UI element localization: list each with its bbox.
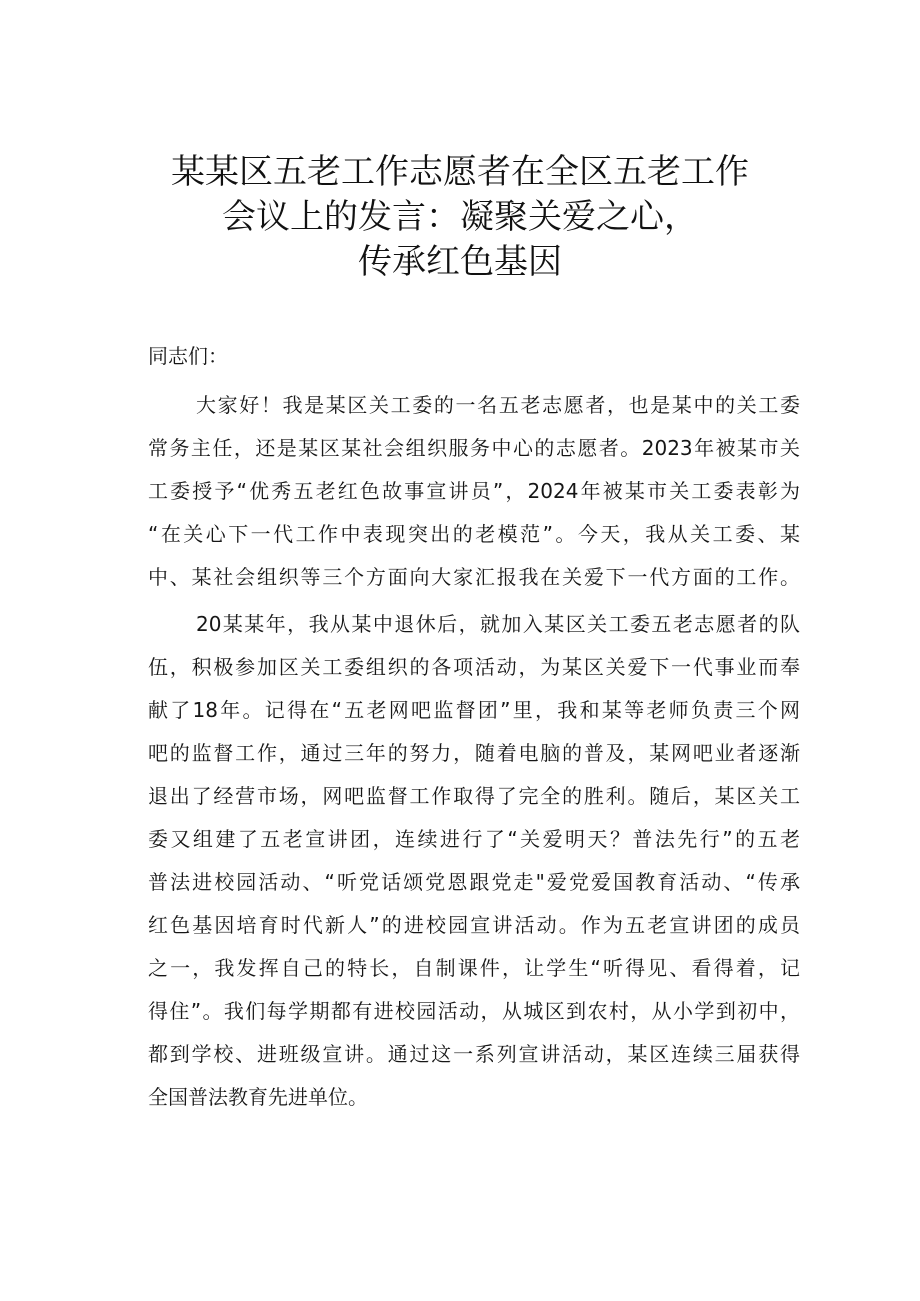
title-line-2: 会议上的发言：凝聚关爱之心， (222, 197, 698, 237)
paragraph-line: 中、某社会组织等三个方面向大家汇报我在关爱下一代方面的工作。 (148, 565, 800, 589)
paragraph-line: 工委授予“优秀五老红色故事宣讲员”，2024年被某市关工委表彰为 (148, 479, 800, 503)
paragraph-line: 常务主任，还是某区某社会组织服务中心的志愿者。2023年被某市关 (148, 436, 800, 460)
paragraph-line: 普法进校园活动、“听党话颂党恩跟党走"爱党爱国教育活动、“传承 (148, 870, 800, 894)
document-title (100, 150, 820, 285)
paragraph-1 (148, 384, 800, 599)
paragraph-line: 全国普法教育先进单位。 (148, 1085, 368, 1109)
paragraph-line: “在关心下一代工作中表现突出的老模范”。今天，我从关工委、某 (148, 522, 800, 546)
paragraph-line: 大家好！我是某区关工委的一名五老志愿者，也是某中的关工委 (196, 393, 800, 417)
document-body (148, 338, 800, 1119)
title-line-1: 某某区五老工作志愿者在全区五老工作 (171, 152, 749, 192)
paragraph-2 (148, 603, 800, 1119)
paragraph-line: 得住”。我们每学期都有进校园活动，从城区到农村，从小学到初中， (148, 999, 800, 1023)
title-line-3: 传承红色基因 (358, 242, 562, 282)
salutation: 同志们： (148, 344, 228, 368)
paragraph-line: 伍，积极参加区关工委组织的各项活动，为某区关爱下一代事业而奉 (148, 655, 800, 679)
paragraph-line: 都到学校、进班级宣讲。通过这一系列宣讲活动，某区连续三届获得 (148, 1042, 800, 1066)
paragraph-line: 20某某年，我从某中退休后，就加入某区关工委五老志愿者的队 (196, 612, 800, 636)
paragraph-line: 委又组建了五老宣讲团，连续进行了“关爱明天？普法先行”的五老 (148, 827, 800, 851)
paragraph-line: 退出了经营市场，网吧监督工作取得了完全的胜利。随后，某区关工 (148, 784, 800, 808)
paragraph-line: 吧的监督工作，通过三年的努力，随着电脑的普及，某网吧业者逐渐 (148, 741, 800, 765)
paragraph-line: 献了18年。记得在“五老网吧监督团”里，我和某等老师负责三个网 (148, 698, 800, 722)
paragraph-line: 红色基因培育时代新人”的进校园宣讲活动。作为五老宣讲团的成员 (148, 913, 800, 937)
paragraph-line: 之一，我发挥自己的特长，自制课件，让学生“听得见、看得着，记 (148, 956, 800, 980)
